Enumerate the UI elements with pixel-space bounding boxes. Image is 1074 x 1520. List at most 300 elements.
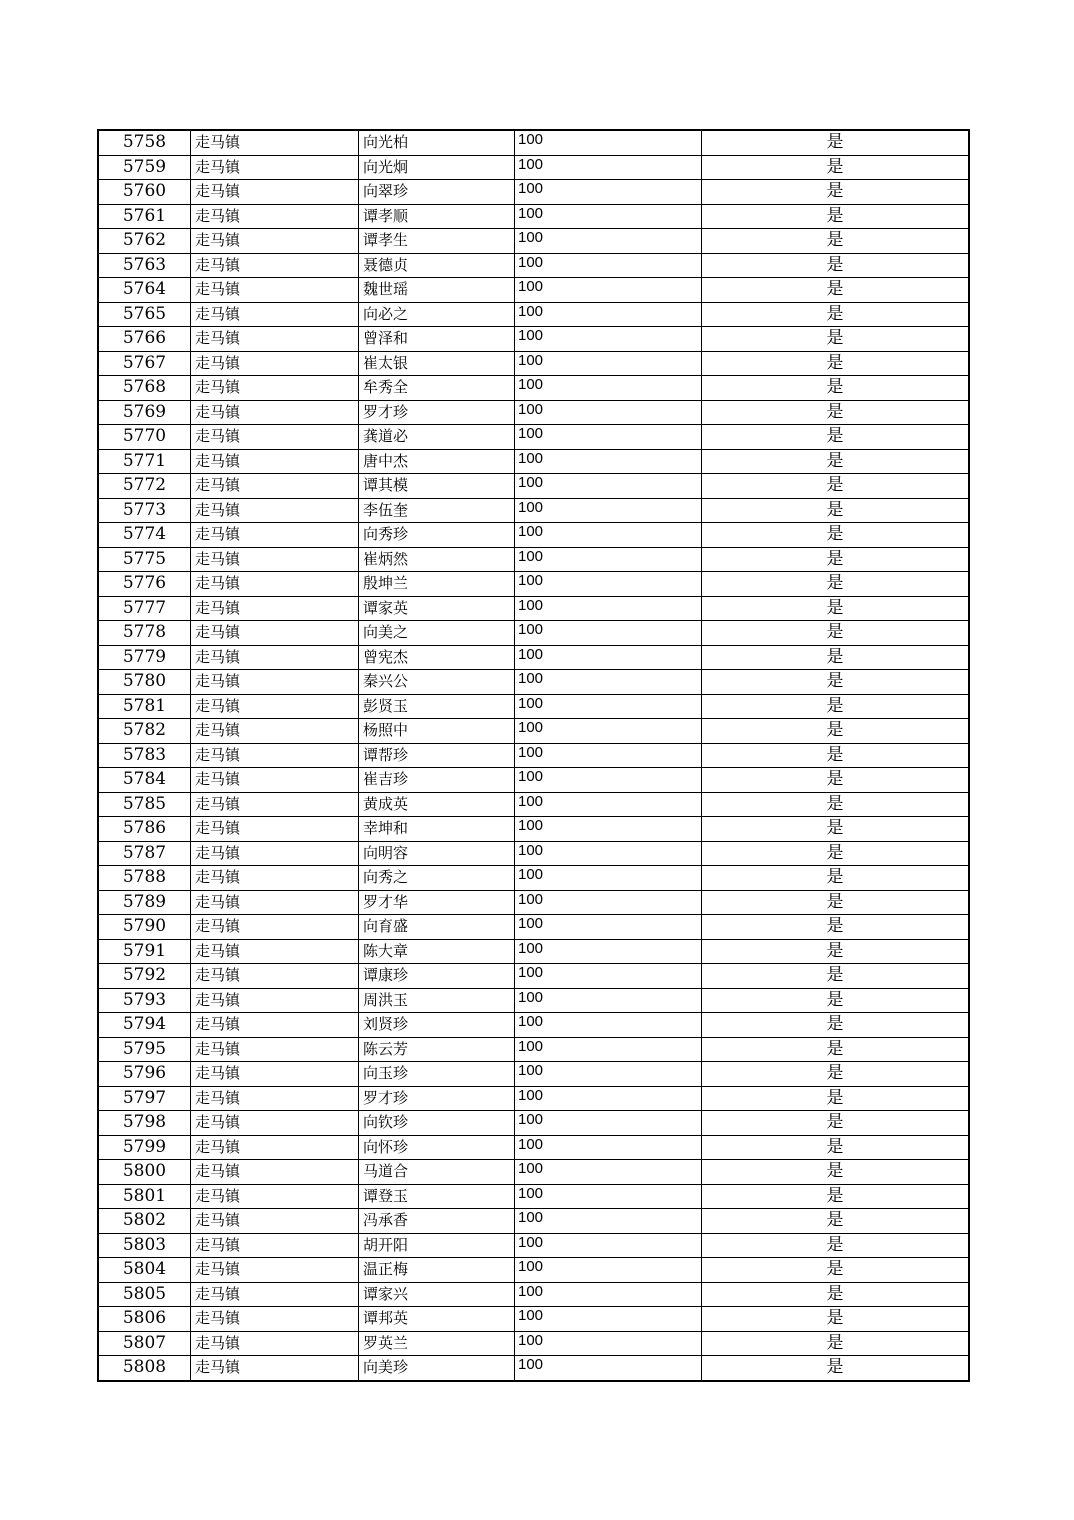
cell-town: 走马镇 [191,988,359,1013]
cell-id: 5772 [98,474,191,499]
cell-flag: 是 [702,1037,970,1062]
cell-town: 走马镇 [191,1086,359,1111]
cell-name: 聂德贞 [359,253,515,278]
cell-name: 谭家兴 [359,1282,515,1307]
cell-id: 5793 [98,988,191,1013]
cell-name: 向秀珍 [359,523,515,548]
cell-amount: 100 [515,1282,702,1307]
cell-town: 走马镇 [191,278,359,303]
cell-town: 走马镇 [191,1209,359,1234]
cell-town: 走马镇 [191,1282,359,1307]
cell-id: 5780 [98,670,191,695]
cell-amount: 100 [515,645,702,670]
table-row [98,400,969,425]
cell-name: 周洪玉 [359,988,515,1013]
table-row [98,572,969,597]
table-row [98,1331,969,1356]
cell-amount: 100 [515,229,702,254]
cell-town: 走马镇 [191,130,359,155]
cell-id: 5805 [98,1282,191,1307]
cell-town: 走马镇 [191,768,359,793]
table-row [98,180,969,205]
cell-amount: 100 [515,792,702,817]
table-row [98,229,969,254]
table-row [98,302,969,327]
cell-town: 走马镇 [191,939,359,964]
cell-name: 向翠珍 [359,180,515,205]
cell-name: 谭其模 [359,474,515,499]
cell-flag: 是 [702,1233,970,1258]
cell-name: 彭贤玉 [359,694,515,719]
cell-id: 5783 [98,743,191,768]
cell-amount: 100 [515,327,702,352]
cell-amount: 100 [515,1135,702,1160]
cell-town: 走马镇 [191,180,359,205]
cell-name: 向必之 [359,302,515,327]
table-row [98,449,969,474]
cell-amount: 100 [515,155,702,180]
cell-town: 走马镇 [191,351,359,376]
table-row [98,743,969,768]
table-row [98,1233,969,1258]
cell-name: 李伍奎 [359,498,515,523]
cell-amount: 100 [515,866,702,891]
cell-id: 5769 [98,400,191,425]
table-row [98,1135,969,1160]
cell-town: 走马镇 [191,400,359,425]
table-row [98,425,969,450]
cell-town: 走马镇 [191,425,359,450]
cell-town: 走马镇 [191,449,359,474]
cell-name: 杨照中 [359,719,515,744]
table-row [98,1086,969,1111]
cell-flag: 是 [702,572,970,597]
cell-amount: 100 [515,1062,702,1087]
cell-flag: 是 [702,719,970,744]
cell-flag: 是 [702,1160,970,1185]
table-row [98,670,969,695]
cell-id: 5770 [98,425,191,450]
cell-town: 走马镇 [191,915,359,940]
cell-flag: 是 [702,1209,970,1234]
cell-name: 向育盛 [359,915,515,940]
cell-amount: 100 [515,302,702,327]
cell-name: 谭帮珍 [359,743,515,768]
cell-amount: 100 [515,376,702,401]
cell-flag: 是 [702,425,970,450]
cell-amount: 100 [515,670,702,695]
table-row [98,1258,969,1283]
cell-flag: 是 [702,1356,970,1381]
cell-id: 5806 [98,1307,191,1332]
cell-amount: 100 [515,1331,702,1356]
cell-amount: 100 [515,817,702,842]
cell-amount: 100 [515,743,702,768]
cell-name: 牟秀全 [359,376,515,401]
cell-flag: 是 [702,474,970,499]
cell-name: 向钦珍 [359,1111,515,1136]
cell-town: 走马镇 [191,1135,359,1160]
cell-id: 5794 [98,1013,191,1038]
cell-flag: 是 [702,253,970,278]
cell-id: 5782 [98,719,191,744]
cell-amount: 100 [515,1013,702,1038]
cell-id: 5798 [98,1111,191,1136]
cell-town: 走马镇 [191,547,359,572]
cell-town: 走马镇 [191,523,359,548]
cell-name: 向美之 [359,621,515,646]
cell-flag: 是 [702,1258,970,1283]
cell-amount: 100 [515,204,702,229]
table-row [98,1307,969,1332]
cell-id: 5790 [98,915,191,940]
cell-name: 崔吉珍 [359,768,515,793]
cell-flag: 是 [702,890,970,915]
cell-flag: 是 [702,523,970,548]
cell-name: 崔炳然 [359,547,515,572]
cell-name: 曾泽和 [359,327,515,352]
cell-name: 向秀之 [359,866,515,891]
cell-name: 谭孝生 [359,229,515,254]
cell-id: 5799 [98,1135,191,1160]
cell-amount: 100 [515,890,702,915]
cell-name: 向怀珍 [359,1135,515,1160]
cell-name: 胡开阳 [359,1233,515,1258]
cell-name: 冯承香 [359,1209,515,1234]
cell-id: 5795 [98,1037,191,1062]
table-row [98,204,969,229]
cell-id: 5766 [98,327,191,352]
cell-flag: 是 [702,596,970,621]
cell-name: 陈云芳 [359,1037,515,1062]
cell-id: 5787 [98,841,191,866]
table-row [98,547,969,572]
table-row [98,694,969,719]
cell-flag: 是 [702,327,970,352]
cell-name: 魏世瑶 [359,278,515,303]
cell-name: 温正梅 [359,1258,515,1283]
cell-town: 走马镇 [191,621,359,646]
cell-flag: 是 [702,278,970,303]
cell-town: 走马镇 [191,743,359,768]
cell-flag: 是 [702,817,970,842]
cell-name: 殷坤兰 [359,572,515,597]
cell-amount: 100 [515,425,702,450]
cell-flag: 是 [702,204,970,229]
table-row [98,1037,969,1062]
cell-id: 5760 [98,180,191,205]
cell-name: 向光炯 [359,155,515,180]
table-row [98,1160,969,1185]
table-row [98,1111,969,1136]
cell-town: 走马镇 [191,1307,359,1332]
cell-flag: 是 [702,645,970,670]
cell-flag: 是 [702,1111,970,1136]
cell-town: 走马镇 [191,1184,359,1209]
cell-id: 5789 [98,890,191,915]
table-row [98,1356,969,1381]
cell-amount: 100 [515,988,702,1013]
cell-town: 走马镇 [191,964,359,989]
cell-name: 罗才珍 [359,1086,515,1111]
cell-amount: 100 [515,572,702,597]
cell-flag: 是 [702,964,970,989]
cell-id: 5777 [98,596,191,621]
cell-flag: 是 [702,841,970,866]
cell-amount: 100 [515,1160,702,1185]
cell-id: 5785 [98,792,191,817]
cell-town: 走马镇 [191,670,359,695]
cell-town: 走马镇 [191,229,359,254]
cell-amount: 100 [515,547,702,572]
cell-town: 走马镇 [191,841,359,866]
cell-id: 5788 [98,866,191,891]
cell-town: 走马镇 [191,890,359,915]
cell-flag: 是 [702,229,970,254]
table-row [98,155,969,180]
cell-town: 走马镇 [191,1111,359,1136]
cell-flag: 是 [702,939,970,964]
cell-name: 唐中杰 [359,449,515,474]
cell-flag: 是 [702,547,970,572]
cell-amount: 100 [515,1356,702,1381]
cell-flag: 是 [702,498,970,523]
table-row [98,890,969,915]
cell-id: 5771 [98,449,191,474]
cell-town: 走马镇 [191,302,359,327]
cell-town: 走马镇 [191,719,359,744]
cell-amount: 100 [515,768,702,793]
table-row [98,988,969,1013]
cell-amount: 100 [515,1086,702,1111]
cell-town: 走马镇 [191,253,359,278]
cell-name: 罗才珍 [359,400,515,425]
cell-flag: 是 [702,988,970,1013]
cell-flag: 是 [702,155,970,180]
table-row [98,376,969,401]
table-row [98,1184,969,1209]
cell-name: 刘贤珍 [359,1013,515,1038]
cell-amount: 100 [515,841,702,866]
cell-flag: 是 [702,302,970,327]
cell-flag: 是 [702,1086,970,1111]
cell-amount: 100 [515,915,702,940]
cell-name: 谭登玉 [359,1184,515,1209]
table-row [98,327,969,352]
cell-id: 5781 [98,694,191,719]
table-row [98,939,969,964]
cell-amount: 100 [515,253,702,278]
cell-id: 5808 [98,1356,191,1381]
cell-id: 5802 [98,1209,191,1234]
table-row [98,498,969,523]
cell-town: 走马镇 [191,1037,359,1062]
cell-town: 走马镇 [191,155,359,180]
table-row [98,817,969,842]
data-table [97,129,970,1382]
cell-amount: 100 [515,474,702,499]
cell-name: 曾宪杰 [359,645,515,670]
cell-name: 黄成英 [359,792,515,817]
cell-id: 5784 [98,768,191,793]
cell-name: 向美珍 [359,1356,515,1381]
cell-flag: 是 [702,1307,970,1332]
cell-amount: 100 [515,180,702,205]
cell-name: 谭孝顺 [359,204,515,229]
cell-name: 向玉珍 [359,1062,515,1087]
cell-flag: 是 [702,1062,970,1087]
cell-id: 5779 [98,645,191,670]
cell-flag: 是 [702,792,970,817]
table-row [98,768,969,793]
cell-town: 走马镇 [191,645,359,670]
cell-flag: 是 [702,449,970,474]
table-row [98,621,969,646]
cell-amount: 100 [515,694,702,719]
cell-amount: 100 [515,939,702,964]
cell-amount: 100 [515,449,702,474]
cell-town: 走马镇 [191,327,359,352]
table-row [98,351,969,376]
cell-id: 5763 [98,253,191,278]
table-row [98,792,969,817]
table-row [98,596,969,621]
cell-name: 幸坤和 [359,817,515,842]
cell-name: 马道合 [359,1160,515,1185]
table-row [98,523,969,548]
cell-id: 5800 [98,1160,191,1185]
cell-amount: 100 [515,498,702,523]
cell-name: 谭康珍 [359,964,515,989]
cell-town: 走马镇 [191,1356,359,1381]
cell-flag: 是 [702,743,970,768]
cell-id: 5807 [98,1331,191,1356]
cell-town: 走马镇 [191,866,359,891]
cell-amount: 100 [515,1307,702,1332]
cell-id: 5767 [98,351,191,376]
cell-id: 5758 [98,130,191,155]
table-row [98,130,969,155]
cell-name: 罗才华 [359,890,515,915]
cell-flag: 是 [702,1282,970,1307]
table-row [98,278,969,303]
cell-town: 走马镇 [191,596,359,621]
cell-flag: 是 [702,1331,970,1356]
cell-id: 5796 [98,1062,191,1087]
cell-amount: 100 [515,523,702,548]
cell-id: 5764 [98,278,191,303]
cell-flag: 是 [702,400,970,425]
cell-town: 走马镇 [191,204,359,229]
table-row [98,915,969,940]
cell-id: 5786 [98,817,191,842]
cell-flag: 是 [702,915,970,940]
table-row [98,1282,969,1307]
cell-amount: 100 [515,1258,702,1283]
cell-amount: 100 [515,719,702,744]
cell-flag: 是 [702,621,970,646]
cell-flag: 是 [702,376,970,401]
cell-name: 向光柏 [359,130,515,155]
cell-flag: 是 [702,1013,970,1038]
cell-id: 5776 [98,572,191,597]
cell-amount: 100 [515,1209,702,1234]
cell-id: 5791 [98,939,191,964]
cell-name: 向明容 [359,841,515,866]
cell-town: 走马镇 [191,498,359,523]
cell-town: 走马镇 [191,1258,359,1283]
cell-town: 走马镇 [191,1062,359,1087]
cell-town: 走马镇 [191,1013,359,1038]
cell-name: 龚道必 [359,425,515,450]
cell-flag: 是 [702,180,970,205]
cell-id: 5773 [98,498,191,523]
cell-town: 走马镇 [191,792,359,817]
table-row [98,1209,969,1234]
cell-id: 5801 [98,1184,191,1209]
cell-amount: 100 [515,1184,702,1209]
cell-amount: 100 [515,1233,702,1258]
cell-town: 走马镇 [191,1160,359,1185]
table-row [98,719,969,744]
cell-id: 5759 [98,155,191,180]
table-row [98,474,969,499]
cell-town: 走马镇 [191,376,359,401]
cell-id: 5762 [98,229,191,254]
cell-flag: 是 [702,1135,970,1160]
cell-flag: 是 [702,694,970,719]
cell-town: 走马镇 [191,694,359,719]
cell-id: 5765 [98,302,191,327]
cell-amount: 100 [515,596,702,621]
cell-name: 秦兴公 [359,670,515,695]
cell-flag: 是 [702,866,970,891]
cell-flag: 是 [702,1184,970,1209]
cell-amount: 100 [515,130,702,155]
cell-town: 走马镇 [191,572,359,597]
cell-amount: 100 [515,278,702,303]
cell-town: 走马镇 [191,817,359,842]
cell-id: 5803 [98,1233,191,1258]
table-row [98,964,969,989]
table-row [98,866,969,891]
cell-name: 谭邦英 [359,1307,515,1332]
table-row [98,253,969,278]
cell-amount: 100 [515,351,702,376]
cell-id: 5778 [98,621,191,646]
cell-town: 走马镇 [191,1233,359,1258]
cell-id: 5761 [98,204,191,229]
cell-flag: 是 [702,768,970,793]
cell-amount: 100 [515,400,702,425]
cell-id: 5774 [98,523,191,548]
cell-town: 走马镇 [191,474,359,499]
cell-amount: 100 [515,1037,702,1062]
cell-name: 崔太银 [359,351,515,376]
table-body [98,130,969,1381]
cell-name: 陈大章 [359,939,515,964]
cell-flag: 是 [702,670,970,695]
table-row [98,1013,969,1038]
cell-town: 走马镇 [191,1331,359,1356]
cell-id: 5804 [98,1258,191,1283]
cell-name: 谭家英 [359,596,515,621]
cell-id: 5775 [98,547,191,572]
table-row [98,841,969,866]
cell-amount: 100 [515,1111,702,1136]
cell-id: 5768 [98,376,191,401]
cell-flag: 是 [702,351,970,376]
